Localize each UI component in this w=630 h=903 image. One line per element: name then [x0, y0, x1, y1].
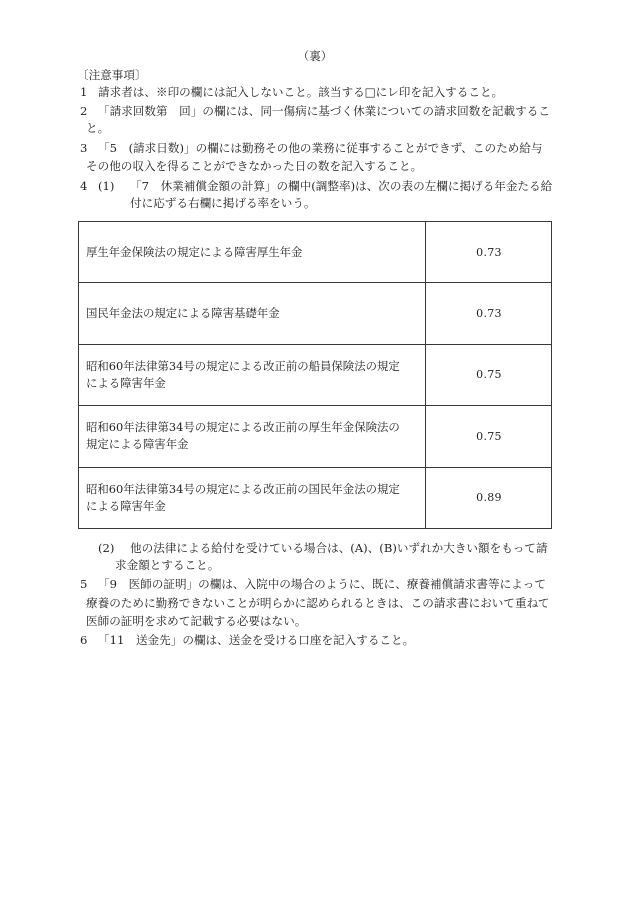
table-row [79, 467, 552, 528]
note-4-sub1-text-continued: 付に応ずる右欄に掲げる率をいう。 [130, 196, 316, 210]
adjustment-rate-cell: 0.89 [426, 467, 552, 528]
note-5-text: 「9 医師の証明」の欄は、入院中の場合のように、既に、療養補償請求書等によって [98, 577, 546, 591]
note-2-number: 2 [80, 104, 88, 118]
pension-type-cell [79, 222, 426, 283]
note-4-number: 4 [80, 179, 88, 193]
pension-type-line: 昭和60年法律第34号の規定による改正前の国民年金法の規定 [86, 481, 400, 496]
pension-type-line: 規定による障害年金 [86, 437, 189, 452]
table-row [79, 283, 552, 344]
note-6-number: 6 [80, 633, 88, 647]
pension-type-line: 国民年金法の規定による障害基礎年金 [86, 306, 280, 321]
note-5-number: 5 [80, 577, 88, 591]
pension-type-line: による障害年金 [86, 498, 166, 513]
note-2-text: 「請求回数第 回」の欄には、同一傷病に基づく休業についての請求回数を記載するこ [98, 104, 550, 118]
pension-type-cell [79, 467, 426, 528]
note-3-text-continued: その他の収入を得ることができなかった日の数を記入すること。 [86, 159, 423, 173]
note-4-sub1-text: 「7 休業補償金額の計算」の欄中(調整率)は、次の表の左欄に掲げる年金たる給 [130, 179, 553, 193]
note-5-text-continued: 医師の証明を求めて記載する必要はない。 [86, 614, 307, 628]
table-row [79, 406, 552, 467]
table-row [79, 222, 552, 283]
note-4-sub2-text: 他の法律による給付を受けている場合は、(A)、(B)いずれか大きい額をもって請 [130, 541, 548, 555]
adjustment-rate-cell: 0.75 [426, 344, 552, 405]
page-side-label: （裏） [297, 49, 333, 63]
pension-type-cell [79, 283, 426, 344]
adjustment-rate-cell: 0.75 [426, 406, 552, 467]
adjustment-rate-table [78, 221, 552, 529]
note-3-number: 3 [80, 141, 88, 155]
note-1-text: 請求者は、※印の欄には記入しないこと。該当する□にレ印を記入すること。 [98, 85, 504, 99]
adjustment-rate-cell: 0.73 [426, 222, 552, 283]
pension-type-line: による障害年金 [86, 375, 166, 390]
note-1-number: 1 [80, 85, 88, 99]
note-2-text-continued: と。 [86, 121, 110, 135]
pension-type-line: 厚生年金保険法の規定による障害厚生年金 [86, 244, 303, 259]
note-3-text: 「5 (請求日数)」の欄には勤務その他の業務に従事することができず、このため給与 [98, 141, 543, 155]
pension-type-cell [79, 344, 426, 405]
note-4-sub1-number: (1) [98, 179, 115, 193]
note-5-text-continued: 療養のために勤務できないことが明らかに認められるときは、この請求書において重ねて [86, 596, 550, 610]
note-4-sub2-text-continued: 求金額とすること。 [115, 558, 220, 572]
pension-type-line: 昭和60年法律第34号の規定による改正前の船員保険法の規定 [86, 358, 400, 373]
adjustment-rate-cell: 0.73 [426, 283, 552, 344]
table-row [79, 344, 552, 405]
pension-type-cell [79, 406, 426, 467]
note-4-sub2-number: (2) [98, 541, 115, 555]
note-6-text: 「11 送金先」の欄は、送金を受ける口座を記入すること。 [98, 633, 415, 647]
notes-heading: 〔注意事項〕 [77, 68, 147, 82]
pension-type-line: 昭和60年法律第34号の規定による改正前の厚生年金保険法の [86, 420, 400, 435]
